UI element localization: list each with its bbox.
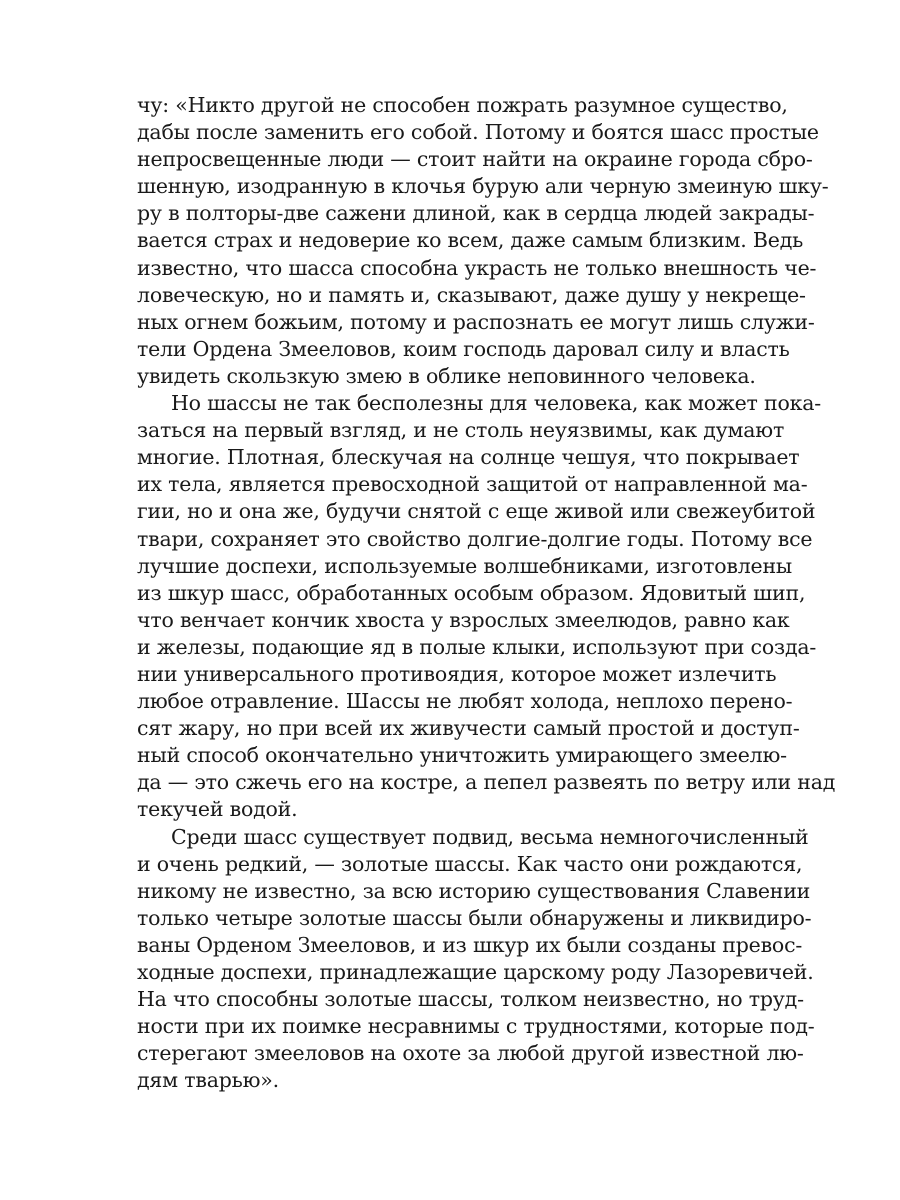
text-line: тели Ордена Змееловов, коим господь даровал силу и власть (137, 336, 790, 361)
text-line: только четыре золотые шассы были обнаружены и ликвидиро- (137, 905, 812, 930)
text-line: да — это сжечь его на костре, а пепел развеять по ветру или над (137, 770, 836, 795)
text-line: нии универсального противоядия, которое может излечить (137, 661, 777, 686)
page-body-text (137, 92, 836, 1094)
text-line: ваны Орденом Змееловов, и из шкур их были созданы превос- (137, 932, 803, 957)
paragraph-2 (137, 390, 836, 824)
text-line: Среди шасс существует подвид, весьма немногочисленный (171, 824, 809, 849)
text-line: и железы, подающие яд в полые клыки, используют при созда- (137, 634, 817, 659)
text-line: сят жару, но при всей их живучести самый простой и доступ- (137, 716, 800, 741)
text-line: ловеческую, но и память и, сказывают, даже душу у некреще- (137, 282, 806, 307)
text-line: лучшие доспехи, используемые волшебниками, изготовлены (137, 553, 793, 578)
text-line: никому не известно, за всю историю существования Славении (137, 878, 811, 903)
text-line: любое отравление. Шассы не любят холода, неплохо перено- (137, 689, 793, 714)
text-line: текучей водой. (137, 797, 298, 822)
text-line: что венчает кончик хвоста у взрослых змеелюдов, равно как (137, 607, 790, 632)
text-line: дям тварью». (137, 1068, 279, 1093)
text-line: ру в полторы-две сажени длиной, как в сердца людей закрады- (137, 201, 815, 226)
text-line: увидеть скользкую змею в облике неповинного человека. (137, 363, 756, 388)
text-line: многие. Плотная, блескучая на солнце чешуя, что покрывает (137, 445, 800, 470)
text-line: стерегают змееловов на охоте за любой другой известной лю- (137, 1041, 804, 1066)
text-line: ных огнем божьим, потому и распознать ее могут лишь служи- (137, 309, 815, 334)
text-line: вается страх и недоверие ко всем, даже самым близким. Ведь (137, 228, 804, 253)
paragraph-3 (137, 824, 815, 1095)
text-line: дабы после заменить его собой. Потому и боятся шасс простые (137, 120, 819, 145)
text-line: непросвещенные люди — стоит найти на окраине города сбро- (137, 147, 813, 172)
text-line: ходные доспехи, принадлежащие царскому роду Лазоревичей. (137, 960, 814, 984)
text-line: гии, но и она же, будучи снятой с еще живой или свежеубитой (137, 499, 816, 524)
text-line: и очень редкий, — золотые шассы. Как часто они рождаются, (137, 851, 803, 876)
paragraph-1 (137, 92, 829, 390)
text-line: На что способны золотые шассы, толком неизвестно, но труд- (137, 987, 804, 1012)
text-line: ности при их поимке несравнимы с трудностями, которые под- (137, 1014, 815, 1039)
text-line: из шкур шасс, обработанных особым образом. Ядовитый шип, (137, 580, 806, 605)
text-line: заться на первый взгляд, и не столь неуязвимы, как думают (137, 418, 785, 443)
text-line: твари, сохраняет это свойство долгие-долгие годы. Потому все (137, 526, 813, 551)
text-line: ный способ окончательно уничтожить умирающего змеелю- (137, 743, 787, 768)
text-line: шенную, изодранную в клочья бурую али черную змеиную шку- (137, 174, 829, 199)
text-line: Но шассы не так бесполезны для человека, как может пока- (171, 391, 821, 416)
text-line: известно, что шасса способна украсть не только внешность че- (137, 255, 817, 280)
text-line: чу: «Никто другой не способен пожрать разумное существо, (137, 93, 788, 117)
text-line: их тела, является превосходной защитой от направленной ма- (137, 472, 808, 497)
